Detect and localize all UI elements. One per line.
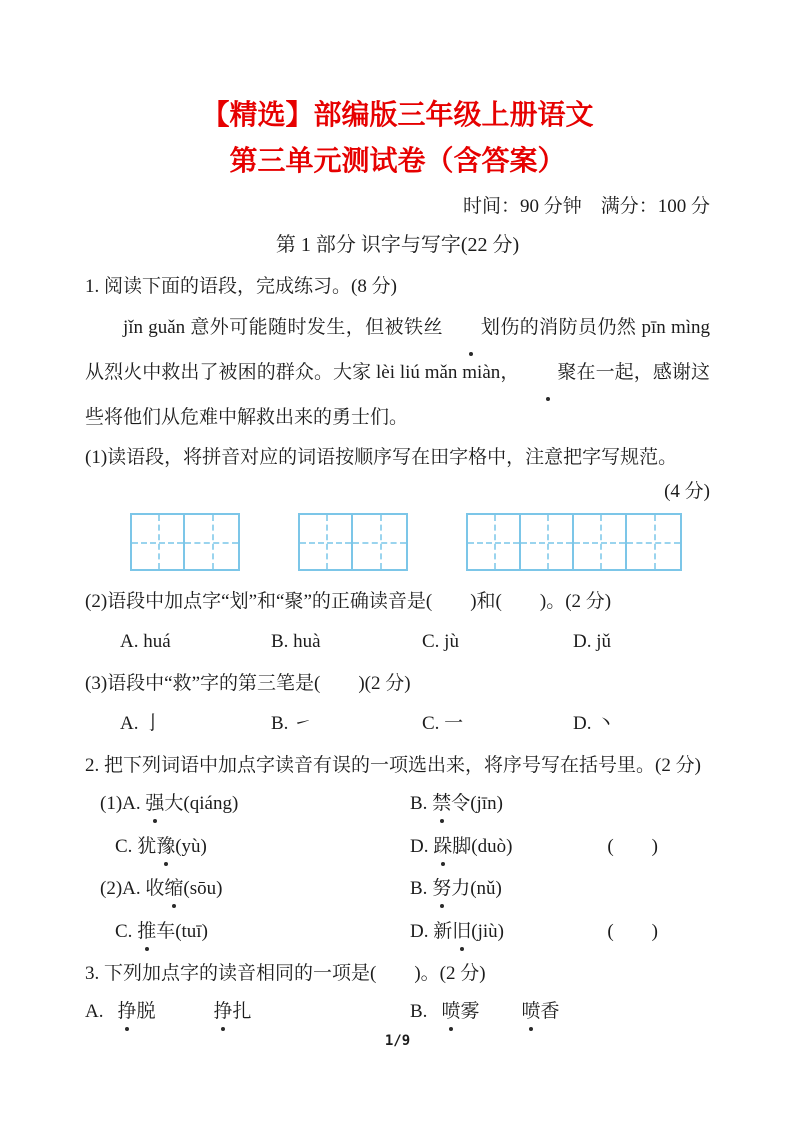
option-label: B. [410,793,433,814]
dotted-char: 旧 [452,919,471,945]
question-3-stem: 3. 下列加点字的读音相同的一项是( )。(2 分) [85,963,486,984]
tianzige-cell [185,515,238,569]
question-2-stem: 2. 把下列词语中加点字读音有误的一项选出来，将序号写在括号里。(2 分) [85,755,701,776]
q1-sub2-prompt: (2)语段中加点字“划”和“聚”的正确读音是( )和( )。(2 分) [85,591,612,612]
option-c [115,919,410,945]
tianzige-cell [574,515,627,569]
q1-sub1-score: (4 分) [664,481,710,502]
option-d [410,834,512,860]
passage-segment: jǐn guǎn 意外可能随时发生，但被铁丝 [123,317,443,338]
option-c: C. 一 [422,713,464,734]
tianzige-cell [300,515,353,569]
time-score-meta: 时间：90 分钟 满分：100 分 [462,196,710,217]
tianzige-group-1 [130,513,240,571]
word-rest: 香 [540,1001,560,1022]
word-rest: 雾 [460,1001,480,1022]
dotted-char: 挣 [214,999,233,1025]
option-label: D. [410,921,434,942]
word [521,1001,559,1022]
dotted-char: 强 [145,791,164,817]
option-label: (2)A. [100,878,146,899]
passage-emphasized-char: 划 [443,305,500,350]
question-1-stem: 1. 阅读下面的语段，完成练习。(8 分) [85,276,397,297]
tianzige-cell [353,515,406,569]
word-post: 脚(duò) [452,836,513,857]
dotted-char: 努 [432,876,451,902]
word [214,1001,252,1022]
q1-sub2-options [85,629,710,655]
word-rest: 脱 [136,1001,156,1022]
reading-passage [85,305,710,440]
option-a [100,876,410,902]
passage-segment: 伤的消防员仍然 pīn mìng 从烈火中救出了被困的群众。大家 lèi liú mǎn miàn， [85,317,710,383]
dotted-char: 喷 [441,999,460,1025]
option-label: C. [115,836,138,857]
option-b: B. ㇀ [271,713,313,734]
word-post: (yù) [175,836,207,857]
dotted-char: 跺 [433,834,452,860]
word-post: 车(tuī) [156,921,208,942]
word-post: (jiù) [471,921,504,942]
tianzige-cell [521,515,574,569]
q1-sub3-prompt: (3)语段中“救”字的第三笔是( )(2 分) [85,673,411,694]
q2-group1-row-cd [85,834,710,860]
word-post: 令(jīn) [451,793,503,814]
paper-title-line2: 第三单元测试卷（含答案） [229,146,566,177]
word [117,1001,155,1022]
option-b [410,999,560,1025]
option-d [410,919,504,945]
option-a [100,791,410,817]
tianzige-group-2 [298,513,408,571]
option-c [115,834,410,860]
option-d: D. 丶 [573,713,616,734]
option-label: (1)A. [100,793,146,814]
passage-segment: 在一起，感谢这些将他们从危难中解救出来的勇士们。 [85,362,710,428]
option-b [410,876,502,902]
word-pre: 犹 [137,836,157,857]
option-label: B. [410,878,433,899]
option-a [85,999,410,1025]
option-label: C. [115,921,138,942]
word-pre: 收 [145,878,165,899]
option-label: D. [410,836,434,857]
passage-emphasized-char: 聚 [519,350,576,395]
option-b [410,791,503,817]
option-label: B. [410,1001,428,1022]
q3-options-row [85,999,710,1025]
dotted-char: 缩 [164,876,183,902]
dotted-char: 推 [137,919,156,945]
option-d: D. jǔ [573,631,611,652]
option-c: C. jù [422,631,459,652]
dotted-char: 豫 [156,834,175,860]
q1-sub3-options [85,711,710,737]
paper-title-line1: 【精选】部编版三年级上册语文 [201,100,594,131]
word-post: (sōu) [183,878,223,899]
tianzige-group-3 [466,513,682,571]
word [441,1001,479,1022]
section-heading: 第 1 部分 识字与写字(22 分) [275,234,520,256]
page-number: 1/9 [384,1033,411,1049]
tianzige-cell [627,515,680,569]
word-post: 力(nǔ) [451,878,502,899]
word-post: 大(qiáng) [164,793,239,814]
dotted-char: 挣 [117,999,136,1025]
word-rest: 扎 [232,1001,252,1022]
answer-bracket: ( ) [607,836,658,857]
option-b: B. huà [271,631,321,652]
tianzige-cell [132,515,185,569]
tianzige-row [85,513,710,571]
option-a: A. 亅 [120,713,163,734]
tianzige-cell [468,515,521,569]
q2-group1-row-ab [85,791,710,817]
q2-group2-row-cd [85,919,710,945]
q1-sub1-prompt: (1)读语段，将拼音对应的词语按顺序写在田字格中，注意把字写规范。 [85,447,678,468]
option-a: A. huá [120,631,171,652]
dotted-char: 禁 [432,791,451,817]
q2-group2-row-ab [85,876,710,902]
answer-bracket: ( ) [607,921,658,942]
dotted-char: 喷 [521,999,540,1025]
option-label: A. [85,1001,104,1022]
word-pre: 新 [433,921,453,942]
